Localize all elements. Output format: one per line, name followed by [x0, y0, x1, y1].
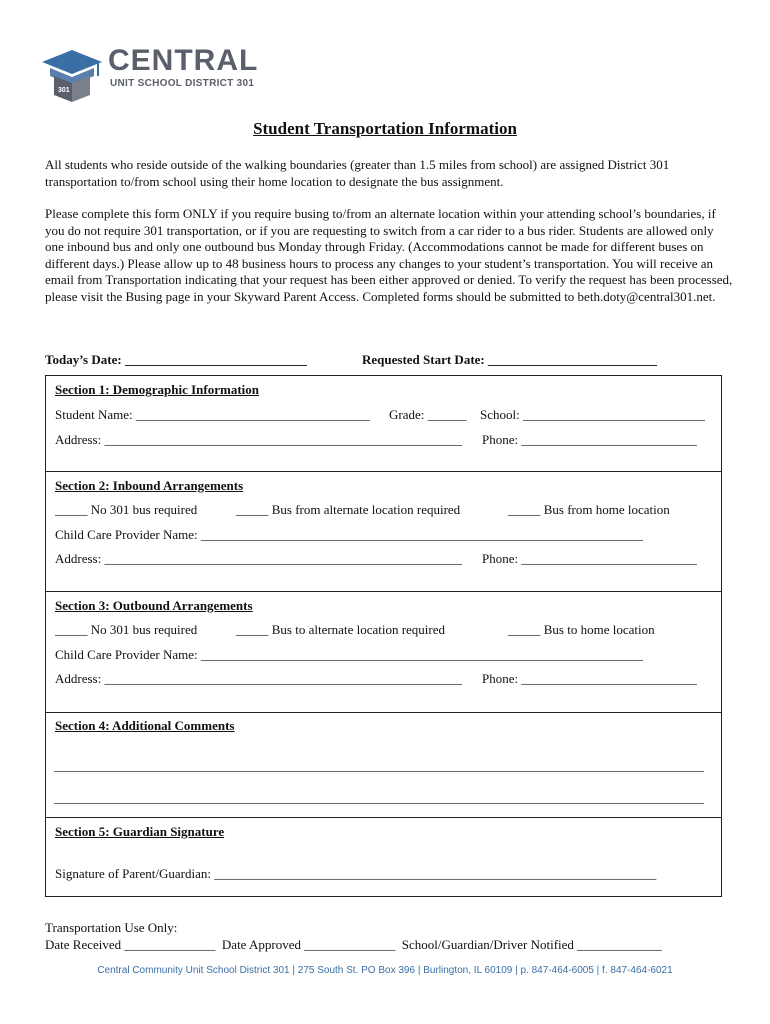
grade-field[interactable]: Grade: ______: [389, 407, 467, 422]
requested-start-date-field[interactable]: Requested Start Date: __________________________: [362, 352, 658, 367]
section-divider: [46, 471, 721, 472]
transportation-use-fields: [45, 937, 662, 954]
transportation-use-label: Transportation Use Only:: [45, 920, 178, 935]
section3-address-field[interactable]: Address: _______________________________________________________: [55, 671, 462, 686]
form-sections: [45, 375, 722, 897]
section3-phone-field[interactable]: Phone: ___________________________: [482, 671, 697, 686]
inbound-child-care-field[interactable]: Child Care Provider Name: ____________________________________________________________________: [55, 527, 643, 542]
section4-heading: Section 4: Additional Comments: [55, 718, 235, 733]
outbound-alternate-option[interactable]: _____ Bus to alternate location required: [236, 622, 446, 637]
outbound-home-option[interactable]: _____ Bus to home location: [508, 622, 655, 637]
comments-line-1[interactable]: ____________________________________________________________________________________________________: [54, 758, 704, 773]
outbound-no-bus-option[interactable]: _____ No 301 bus required: [55, 622, 198, 637]
section3-heading: Section 3: Outbound Arrangements: [55, 598, 253, 613]
logo-wordmark: CENTRAL: [108, 44, 259, 77]
section2-address-field[interactable]: Address: _______________________________________________________: [55, 551, 462, 566]
page-title: Student Transportation Information: [253, 119, 517, 138]
section-divider: [46, 817, 721, 818]
outbound-child-care-field[interactable]: Child Care Provider Name: ____________________________________________________________________: [55, 647, 643, 662]
section2-heading: Section 2: Inbound Arrangements: [55, 478, 244, 493]
section-divider: [46, 712, 721, 713]
inbound-home-option[interactable]: _____ Bus from home location: [508, 502, 670, 517]
school-field[interactable]: School: ____________________________: [480, 407, 705, 422]
instructions-paragraph: Please complete this form ONLY if you require busing to/from an alternate location within your attending school’s boundaries, if you do not require 301 transportation, or if you are requesting to switch from a car rider to a bus rider. Students are allowed only one inbound bus and only one outbound bus Monday through Friday. (Accommodations cannot be made for different buses on different days.) Please allow up to 48 business hours to process any changes to your student’s transportation. You will receive an email from Transportation indicating that your request has been either approved or denied. To verify the request has been processed, please visit the Busing page in your Skyward Parent Access. Completed forms should be submitted to beth.doty@central301.net.: [45, 206, 733, 304]
section1-phone-field[interactable]: Phone: ___________________________: [482, 432, 697, 447]
section-divider: [46, 591, 721, 592]
transportation-use-block: [45, 920, 662, 953]
section1-address-field[interactable]: Address: _______________________________________________________: [55, 432, 462, 447]
comments-line-2[interactable]: ____________________________________________________________________________________________________: [54, 790, 704, 805]
section2-phone-field[interactable]: Phone: ___________________________: [482, 551, 697, 566]
date-approved-field[interactable]: Date Approved ______________: [221, 936, 396, 952]
logo-book-text: 301: [58, 87, 70, 94]
graduation-cap-book-icon: [40, 46, 104, 104]
inbound-alternate-option[interactable]: _____ Bus from alternate location required: [236, 502, 461, 517]
date-received-field[interactable]: Date Received ______________: [45, 936, 216, 952]
district-logo: [40, 44, 259, 104]
district-footer: Central Community Unit School District 301 | 275 South St. PO Box 396 | Burlington, IL 60109 | p. 847-464-6005 | f. 847-464-6021: [97, 965, 673, 976]
student-name-field[interactable]: Student Name: ____________________________________: [55, 407, 370, 422]
section5-heading: Section 5: Guardian Signature: [55, 824, 225, 839]
inbound-no-bus-option[interactable]: _____ No 301 bus required: [55, 502, 198, 517]
section1-heading: Section 1: Demographic Information: [55, 382, 260, 397]
todays-date-field[interactable]: Today’s Date: ____________________________: [45, 352, 307, 367]
logo-subtitle: UNIT SCHOOL DISTRICT 301: [110, 78, 255, 89]
notified-field[interactable]: School/Guardian/Driver Notified _____________: [401, 936, 662, 952]
intro-paragraph: All students who reside outside of the walking boundaries (greater than 1.5 miles from school) are assigned District 301 transportation to/from school using their home location to designate the bus assignment.: [45, 157, 670, 189]
guardian-signature-field[interactable]: Signature of Parent/Guardian: ____________________________________________________________________: [55, 866, 657, 881]
